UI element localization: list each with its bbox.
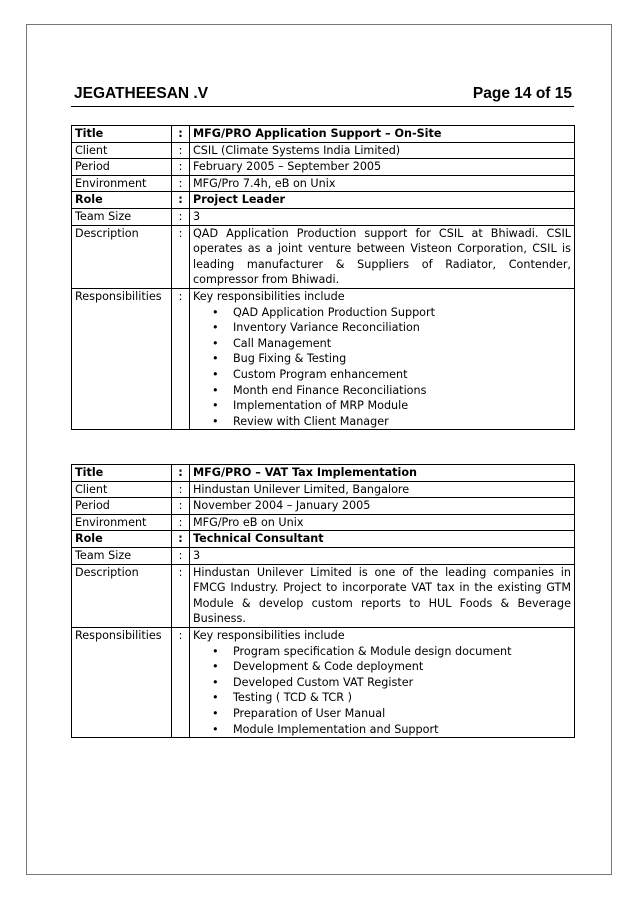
list-item: • Inventory Variance Reconciliation <box>233 320 571 336</box>
responsibilities-row <box>72 627 575 737</box>
responsibilities-label: Responsibilities <box>72 288 172 429</box>
title-row <box>72 465 575 482</box>
colon: : <box>172 627 190 737</box>
colon: : <box>172 126 190 143</box>
responsibilities-cell <box>190 627 575 737</box>
colon: : <box>172 208 190 225</box>
period-label: Period <box>72 498 172 515</box>
environment-row <box>72 175 575 192</box>
colon: : <box>172 192 190 209</box>
environment-value: MFG/Pro 7.4h, eB on Unix <box>190 175 575 192</box>
project-title: MFG/PRO Application Support – On-Site <box>190 126 575 143</box>
description-row <box>72 564 575 627</box>
list-item: • Bug Fixing & Testing <box>233 351 571 367</box>
title-row <box>72 126 575 143</box>
colon: : <box>172 159 190 176</box>
role-value: Technical Consultant <box>190 531 575 548</box>
description-label: Description <box>72 564 172 627</box>
role-label: Role <box>72 192 172 209</box>
colon: : <box>172 547 190 564</box>
page-header <box>71 84 574 107</box>
environment-label: Environment <box>72 514 172 531</box>
client-label: Client <box>72 142 172 159</box>
client-label: Client <box>72 481 172 498</box>
list-item: • Developed Custom VAT Register <box>233 675 571 691</box>
title-label: Title <box>72 126 172 143</box>
responsibilities-label: Responsibilities <box>72 627 172 737</box>
list-item: • Review with Client Manager <box>233 414 571 430</box>
responsibilities-list <box>193 644 571 738</box>
colon: : <box>172 465 190 482</box>
colon: : <box>172 531 190 548</box>
role-row <box>72 192 575 209</box>
responsibilities-cell <box>190 288 575 429</box>
colon: : <box>172 514 190 531</box>
list-item: • Testing ( TCD & TCR ) <box>233 690 571 706</box>
description-label: Description <box>72 225 172 288</box>
period-value: November 2004 – January 2005 <box>190 498 575 515</box>
team-size-label: Team Size <box>72 547 172 564</box>
responsibilities-row <box>72 288 575 429</box>
environment-value: MFG/Pro eB on Unix <box>190 514 575 531</box>
client-row <box>72 481 575 498</box>
list-item: • Preparation of User Manual <box>233 706 571 722</box>
client-value: CSIL (Climate Systems India Limited) <box>190 142 575 159</box>
environment-row <box>72 514 575 531</box>
team-size-value: 3 <box>190 208 575 225</box>
role-label: Role <box>72 531 172 548</box>
list-item: • Call Management <box>233 336 571 352</box>
page-number: Page 14 of 15 <box>472 85 572 102</box>
colon: : <box>172 498 190 515</box>
project-table-1 <box>71 125 575 430</box>
period-label: Period <box>72 159 172 176</box>
client-row <box>72 142 575 159</box>
colon: : <box>172 175 190 192</box>
list-item: • Custom Program enhancement <box>233 367 571 383</box>
title-label: Title <box>72 465 172 482</box>
resume-name: JEGATHEESAN .V <box>74 85 209 102</box>
colon: : <box>172 564 190 627</box>
team-size-value: 3 <box>190 547 575 564</box>
environment-label: Environment <box>72 175 172 192</box>
period-row <box>72 498 575 515</box>
list-item: • Module Implementation and Support <box>233 722 571 738</box>
period-value: February 2005 – September 2005 <box>190 159 575 176</box>
role-row <box>72 531 575 548</box>
list-item: • Program specification & Module design document <box>233 644 571 660</box>
colon: : <box>172 225 190 288</box>
team-size-label: Team Size <box>72 208 172 225</box>
team-size-row <box>72 547 575 564</box>
client-value: Hindustan Unilever Limited, Bangalore <box>190 481 575 498</box>
responsibilities-intro: Key responsibilities include <box>193 289 345 303</box>
responsibilities-intro: Key responsibilities include <box>193 628 345 642</box>
project-table-2 <box>71 464 575 738</box>
responsibilities-list <box>193 305 571 430</box>
colon: : <box>172 288 190 429</box>
description-value: QAD Application Production support for CSIL at Bhiwadi. CSIL operates as a joint venture between Visteon Corporation, CSIL is leading manufacturer & Suppliers of Radiator, Contender, compressor from Bhiwadi. <box>190 225 575 288</box>
team-size-row <box>72 208 575 225</box>
colon: : <box>172 142 190 159</box>
list-item: • Development & Code deployment <box>233 659 571 675</box>
project-title: MFG/PRO – VAT Tax Implementation <box>190 465 575 482</box>
list-item: • QAD Application Production Support <box>233 305 571 321</box>
list-item: • Implementation of MRP Module <box>233 398 571 414</box>
period-row <box>72 159 575 176</box>
description-row <box>72 225 575 288</box>
description-value: Hindustan Unilever Limited is one of the leading companies in FMCG Industry. Project to incorporate VAT tax in the existing GTM Module & develop custom reports to HUL Foods & Beverage Business. <box>190 564 575 627</box>
colon: : <box>172 481 190 498</box>
role-value: Project Leader <box>190 192 575 209</box>
list-item: • Month end Finance Reconciliations <box>233 383 571 399</box>
